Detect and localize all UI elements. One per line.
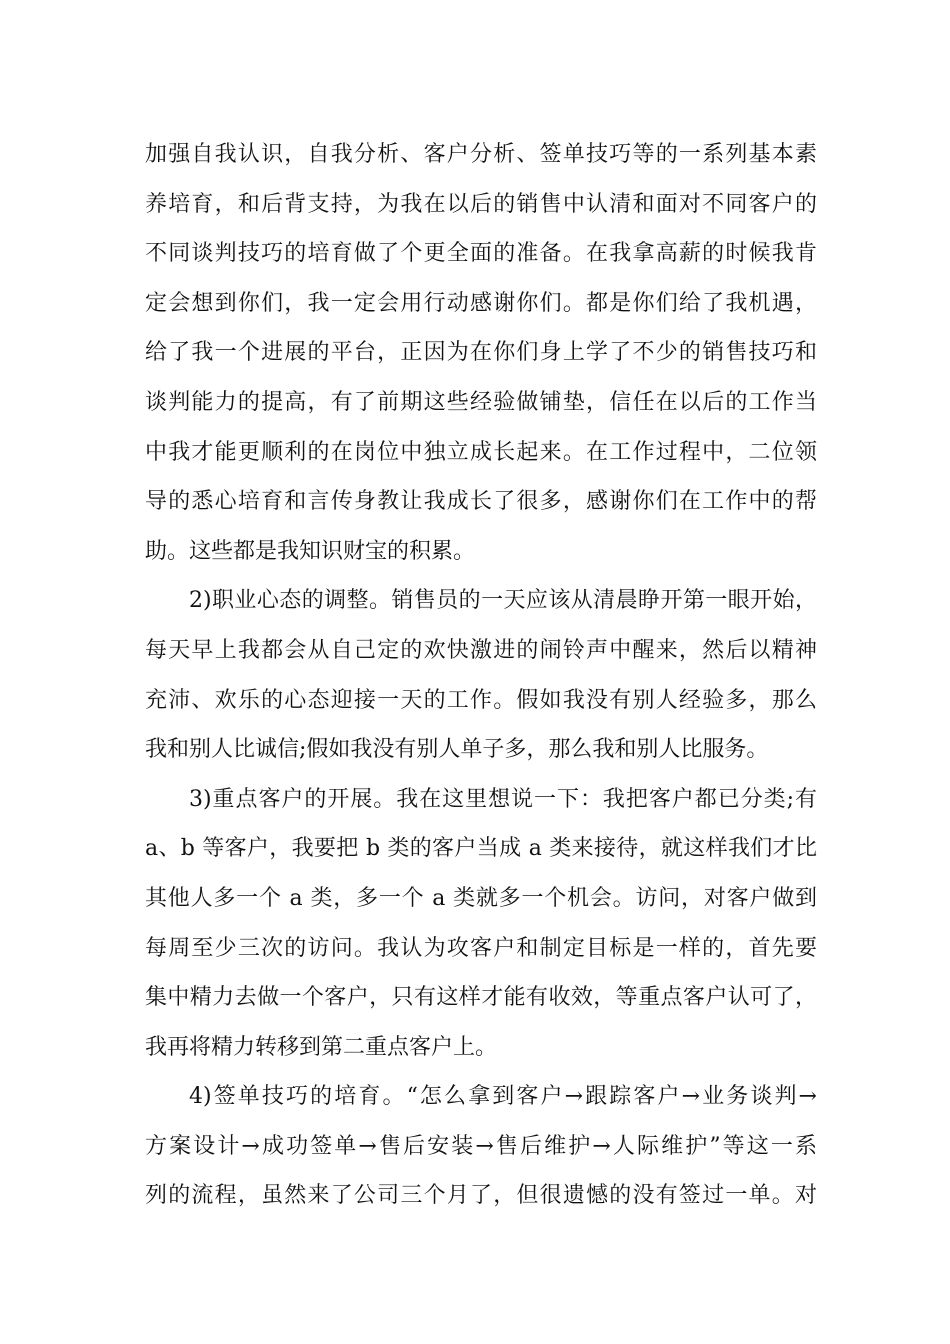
text-line: a、b 等客户，我要把 b 类的客户当成 a 类来接待，就这样我们才比 [145,836,817,862]
text-line: 每天早上我都会从自己定的欢快激进的闹铃声中醒来，然后以精神 [145,637,817,663]
text-line: 养培育，和后背支持，为我在以后的销售中认清和面对不同客户的 [145,191,817,217]
document-body [145,130,817,1221]
text-line: 2)职业心态的调整。销售员的一天应该从清晨睁开第一眼开始， [189,588,817,614]
paragraph-1 [145,130,817,576]
text-line: 方案设计→成功签单→售后安装→售后维护→人际维护”等这一系 [145,1133,817,1159]
text-line: 定会想到你们，我一定会用行动感谢你们。都是你们给了我机遇， [145,290,817,316]
text-line: 我再将精力转移到第二重点客户上。 [145,1034,498,1060]
paragraph-2 [145,576,817,774]
text-line: 中我才能更顺利的在岗位中独立成长起来。在工作过程中，二位领 [145,439,817,465]
text-line: 每周至少三次的访问。我认为攻客户和制定目标是一样的，首先要 [145,935,817,961]
text-line: 列的流程，虽然来了公司三个月了，但很遗憾的没有签过一单。对 [145,1183,817,1209]
paragraph-3 [145,775,817,1073]
text-line: 谈判能力的提高，有了前期这些经验做铺垫，信任在以后的工作当 [145,389,817,415]
paragraph-4 [145,1072,817,1221]
text-line: 4)签单技巧的培育。“怎么拿到客户→跟踪客户→业务谈判→ [189,1084,817,1110]
text-line: 充沛、欢乐的心态迎接一天的工作。假如我没有别人经验多，那么 [145,687,817,713]
text-line: 给了我一个进展的平台，正因为在你们身上学了不少的销售技巧和 [145,340,817,366]
text-line: 不同谈判技巧的培育做了个更全面的准备。在我拿高薪的时候我肯 [145,241,817,267]
text-line: 3)重点客户的开展。我在这里想说一下：我把客户都已分类;有 [189,786,817,812]
text-line: 加强自我认识，自我分析、客户分析、签单技巧等的一系列基本素 [145,142,817,167]
text-line: 其他人多一个 a 类，多一个 a 类就多一个机会。访问，对客户做到 [145,885,817,911]
text-line: 我和别人比诚信;假如我没有别人单子多，那么我和别人比服务。 [145,737,769,763]
text-line: 助。这些都是我知识财宝的积累。 [145,538,476,564]
text-line: 导的悉心培育和言传身教让我成长了很多，感谢你们在工作中的帮 [145,489,817,515]
text-line: 集中精力去做一个客户，只有这样才能有收效，等重点客户认可了， [145,985,817,1011]
